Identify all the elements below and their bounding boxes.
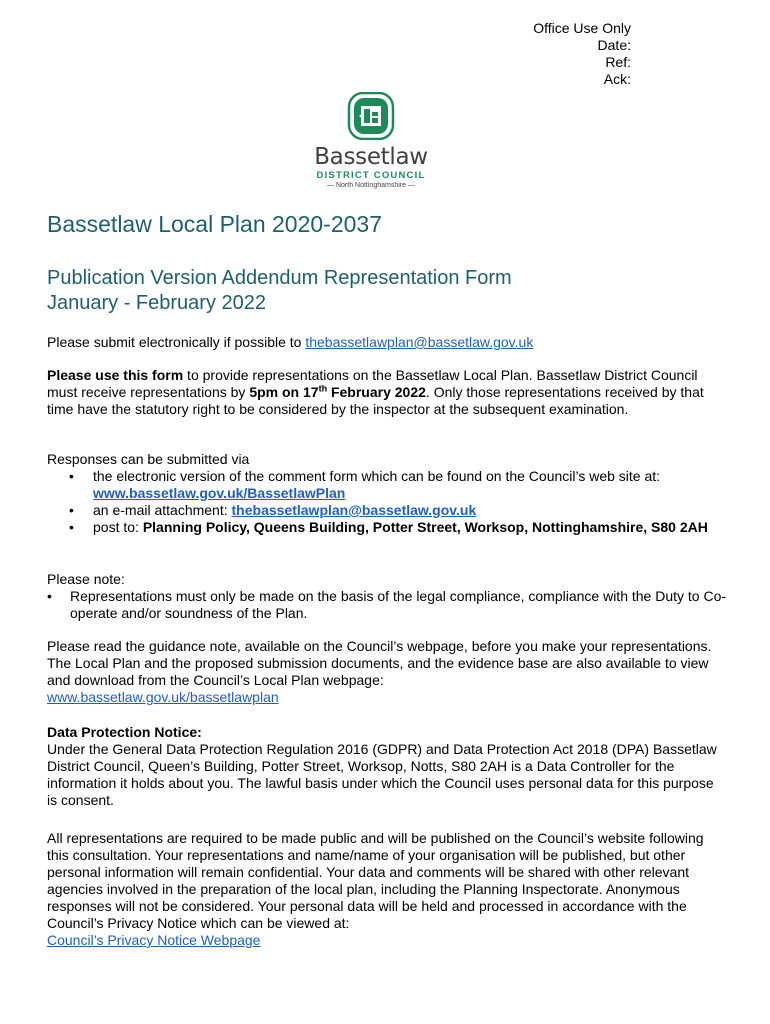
- list-item: [47, 468, 727, 502]
- website-link[interactable]: www.bassetlaw.gov.uk/BassetlawPlan: [93, 485, 346, 501]
- privacy-notice-link[interactable]: Council’s Privacy Notice Webpage: [47, 932, 261, 948]
- response-item-text: the electronic version of the comment form which can be found on the Council’s web site at:: [93, 468, 661, 484]
- intro-paragraph: [47, 367, 727, 418]
- responses-lead: Responses can be submitted via: [47, 451, 250, 467]
- note-section: [47, 571, 727, 622]
- logo-tagline: — North Nottinghamshire —: [327, 182, 415, 189]
- form-subtitle-line1: Publication Version Addendum Representation Form: [47, 267, 512, 289]
- office-date-label: Date:: [597, 37, 631, 53]
- office-ack-label: Ack:: [603, 71, 631, 87]
- data-protection-text: Under the General Data Protection Regulation 2016 (GDPR) and Data Protection Act 2018 (DPA) Bassetlaw District Council, Queen’s Building, Potter Street, Worksop, Notts, S80 2AH is a Data Controller for the information it holds about you. The lawful basis under which the Council uses personal data for this purpose is consent.: [47, 741, 717, 808]
- intro-text-1: to provide representations on the Bassetlaw Local Plan. Bassetlaw District Council must receive representations by: [47, 367, 698, 400]
- data-protection-section: [47, 724, 727, 809]
- note-list: [47, 588, 727, 622]
- guidance-text: Please read the guidance note, available on the Council’s webpage, before you make your representations. The Local Plan and the proposed submission documents, and the evidence base are also available to view and download from the Council’s Local Plan webpage:: [47, 638, 712, 688]
- publication-text: All representations are required to be made public and will be published on the Council’s website following this consultation. Your representations and name/name of your organisation will be published, but other personal information will remain confidential. Your data and comments will be shared with other relevant agencies involved in the preparation of the local plan, including the Planning Inspectorate. Anonymous responses will not be considered. Your personal data will be held and processed in accordance with the Council’s Privacy Notice which can be viewed at:: [47, 830, 704, 931]
- local-plan-link[interactable]: www.bassetlaw.gov.uk/bassetlawplan: [47, 689, 279, 705]
- council-logo: [305, 92, 437, 191]
- data-protection-heading: Data Protection Notice:: [47, 724, 202, 740]
- form-subtitle: [47, 266, 512, 316]
- list-item: [47, 519, 727, 536]
- postal-address: Planning Policy, Queens Building, Potter Street, Worksop, Nottinghamshire, S80 2AH: [142, 519, 708, 535]
- office-use-block: [533, 20, 631, 88]
- logo-name: Bassetlaw: [314, 144, 428, 170]
- guidance-paragraph: [47, 638, 727, 706]
- submit-email-link[interactable]: thebassetlawplan@bassetlaw.gov.uk: [305, 334, 534, 350]
- email-attachment-link[interactable]: thebassetlawplan@bassetlaw.gov.uk: [231, 502, 477, 518]
- responses-list: [47, 468, 727, 536]
- intro-text-2: . Only those representations received by that time have the statutory right to be considered by the inspector at the subsequent examination.: [47, 384, 704, 417]
- list-item: • Representations must only be made on the basis of the legal compliance, compliance with the Duty to Co-operate and/or soundness of the Plan.: [47, 588, 727, 622]
- submit-text: Please submit electronically if possible to: [47, 334, 306, 350]
- note-lead: Please note:: [47, 571, 125, 587]
- office-use-label: Office Use Only: [533, 20, 631, 36]
- deadline-date: 5pm on 17: [249, 384, 319, 400]
- intro-deadline: [249, 384, 426, 400]
- deadline-month: February 2022: [327, 384, 426, 400]
- form-subtitle-line2: January - February 2022: [47, 292, 267, 314]
- response-item-text: post to:: [93, 519, 143, 535]
- logo-subtitle: DISTRICT COUNCIL: [316, 170, 426, 181]
- page-title: Bassetlaw Local Plan 2020-2037: [47, 211, 383, 237]
- responses-section: [47, 451, 727, 536]
- submit-paragraph: [47, 334, 727, 351]
- office-ref-label: Ref:: [605, 54, 631, 70]
- intro-bold-lead: Please use this form: [47, 367, 184, 383]
- response-item-text: an e-mail attachment:: [93, 502, 232, 518]
- list-item: [47, 502, 727, 519]
- publication-paragraph: [47, 830, 727, 949]
- council-crest-icon: [345, 92, 397, 140]
- deadline-suffix: th: [318, 383, 328, 394]
